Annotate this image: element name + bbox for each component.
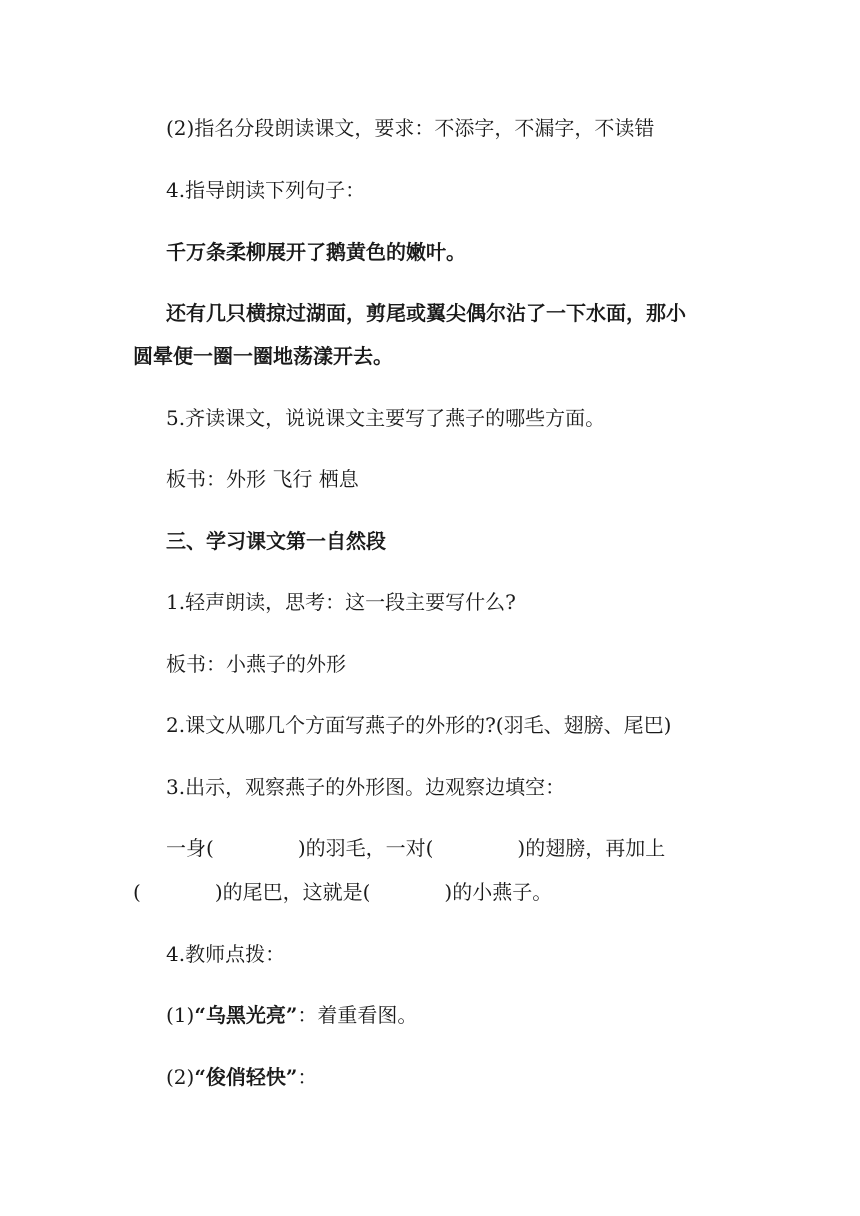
blackboard-note-appearance: 板书：小燕子的外形	[166, 652, 346, 676]
step-observe-picture: 3.出示，观察燕子的外形图。边观察边填空：	[166, 775, 566, 799]
fill-blank-line-1	[166, 836, 665, 860]
paragraph-read-together: 5.齐读课文，说说课文主要写了燕子的哪些方面。	[166, 406, 606, 430]
guidance-point-1	[166, 1003, 417, 1027]
paragraph-reading-requirements: (2)指名分段朗读课文，要求：不添字，不漏字，不读错	[166, 116, 655, 140]
step-teacher-guidance: 4.教师点拨：	[166, 942, 286, 966]
point-1-keyword: “乌黑光亮”	[194, 1003, 298, 1027]
section-heading: 三、学习课文第一自然段	[166, 529, 386, 553]
fill-blank-line-2	[133, 880, 552, 904]
point-2-text: ：	[297, 1065, 318, 1089]
point-1-number: (1)	[166, 1003, 195, 1027]
fill-text-tail: )的尾巴，这就是(	[214, 880, 371, 904]
step-appearance-aspects: 2.课文从哪几个方面写燕子的外形的?(羽毛、翅膀、尾巴)	[166, 713, 672, 737]
step-read-softly: 1.轻声朗读，思考：这一段主要写什么?	[166, 590, 516, 614]
bold-sentence-willow: 千万条柔柳展开了鹅黄色的嫩叶。	[166, 240, 466, 264]
point-2-keyword: “俊俏轻快”	[194, 1065, 298, 1089]
bold-sentence-swallow-line-2: 圆晕便一圈一圈地荡漾开去。	[133, 344, 393, 368]
fill-text-open: (	[133, 880, 141, 904]
fill-text-wings: )的羽毛，一对(	[297, 836, 434, 860]
point-1-text: ：着重看图。	[297, 1003, 418, 1027]
fill-text-add: )的翅膀，再加上	[517, 836, 666, 860]
bold-sentence-swallow-line-1: 还有几只横掠过湖面，剪尾或翼尖偶尔沾了一下水面，那小	[166, 301, 686, 325]
point-2-number: (2)	[166, 1065, 195, 1089]
fill-text-swallow: )的小燕子。	[444, 880, 553, 904]
blackboard-note-aspects: 板书：外形 飞行 栖息	[166, 467, 359, 491]
fill-text-body: 一身(	[166, 836, 214, 860]
guidance-point-2	[166, 1065, 317, 1089]
paragraph-guide-reading: 4.指导朗读下列句子：	[166, 178, 366, 202]
